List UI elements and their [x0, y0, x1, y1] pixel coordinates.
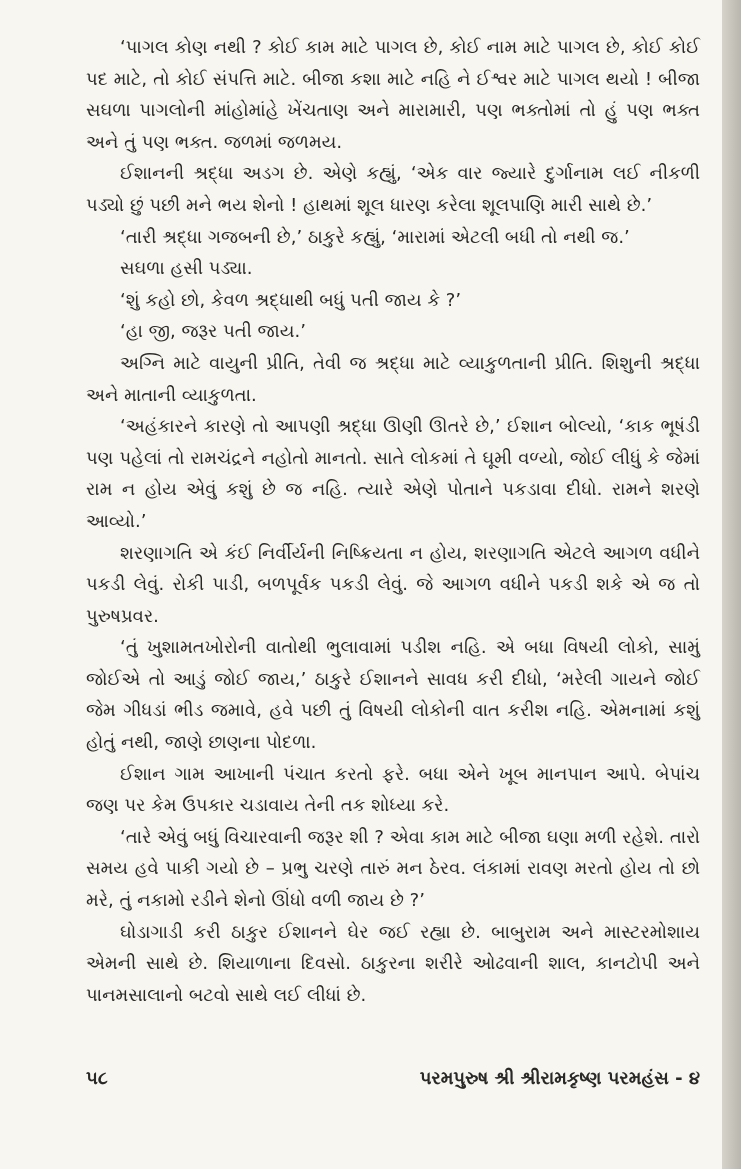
page-edge-shadow [722, 0, 741, 1169]
paragraph: શરણાગતિ એ કંઈ નિર્વીર્યની નિષ્ક્રિયતા ન હોય, શરણાગતિ એટલે આગળ વધીને પકડી લેવું. રોકી પાડી, બળપૂર્વક પકડી લેવું. જે આગળ વધીને પકડી શકે એ જ તો પુરુષપ્રવર. [86, 542, 700, 627]
paragraph: ‘પાગલ કોણ નથી ? કોઈ કામ માટે પાગલ છે, કોઈ નામ માટે પાગલ છે, કોઈ કોઈ પદ માટે, તો કોઈ સંપત્તિ માટે. બીજા કશા માટે નહિ ને ઈશ્વર માટે પાગલ થયો ! બીજા સઘળા પાગલોની માંહોમાંહે ખેંચતાણ અને મારામારી, પણ ભક્તોમાં તો હું પણ ભક્ત અને તું પણ ભક્ત. જળમાં જળમય. [86, 37, 700, 153]
paragraph: ‘તારી શ્રદ્ધા ગજબની છે,’ ઠાકુરે કહ્યું, ‘મારામાં એટલી બધી તો નથી જ.’ [120, 226, 630, 248]
page-number: ૫૮ [86, 1068, 108, 1089]
page-body-text [86, 32, 700, 1011]
paragraph: ઘોડાગાડી કરી ઠાકુર ઈશાનને ઘેર જઈ રહ્યા છે. બાબુરામ અને માસ્ટરમોશાય એમની સાથે છે. શિયાળાના દિવસો. ઠાકુરના શરીરે ઓઢવાની શાલ, કાનટોપી અને પાનમસાલાનો બટવો સાથે લઈ લીધાં છે. [86, 921, 700, 1006]
paragraph: ‘અહંકારને કારણે તો આપણી શ્રદ્ધા ઊણી ઊતરે છે,’ ઈશાન બોલ્યો, ‘કાક ભૂષંડી પણ પહેલાં તો રામચંદ્રને નહોતો માનતો. સાતે લોકમાં તે ઘૂમી વળ્યો, જોઈ લીધું કે જેમાં રામ ન હોય એવું કશું છે જ નહિ. ત્યારે એણે પોતાને પકડાવા દીધો. રામને શરણે આવ્યો.’ [86, 416, 700, 532]
paragraph: ‘તું ખુશામતખોરોની વાતોથી ભુલાવામાં પડીશ નહિ. એ બધા વિષયી લોકો, સામું જોઈએ તો આડું જોઈ જાય,’ ઠાકુરે ઈશાનને સાવધ કરી દીધો, ‘મરેલી ગાયને જોઈ જેમ ગીધડાં ભીડ જમાવે, હવે પછી તું વિષયી લોકોની વાત કરીશ નહિ. એમનામાં કશું હોતું નથી, જાણે છાણના પોદળા. [86, 637, 700, 754]
paragraph: સઘળા હસી પડ્યા. [120, 258, 253, 280]
paragraph: ‘શું કહો છો, કેવળ શ્રદ્ધાથી બધું પતી જાય કે ?’ [120, 289, 462, 311]
running-footer-title: પરમપુરુષ શ્રી શ્રીરામકૃષ્ણ પરમહંસ - ૪ [419, 1068, 700, 1089]
paragraph: ‘હા જી, જરૂર પતી જાય.’ [120, 321, 306, 343]
paragraph: ‘તારે એવું બધું વિચારવાની જરૂર શી ? એવા કામ માટે બીજા ઘણા મળી રહેશે. તારો સમય હવે પાકી ગયો છે – પ્રભુ ચરણે તારું મન ઠેરવ. લંકામાં રાવણ મરતો હોય તો છો મરે, તું નકામો રડીને શેનો ઊંધો વળી જાય છે ?’ [86, 826, 700, 912]
paragraph: અગ્નિ માટે વાયુની પ્રીતિ, તેવી જ શ્રદ્ધા માટે વ્યાકુળતાની પ્રીતિ. શિશુની શ્રદ્ધા અને માતાની વ્યાકુળતા. [86, 352, 700, 406]
paragraph: ઈશાનની શ્રદ્ધા અડગ છે. એણે કહ્યું, ‘એક વાર જ્યારે દુર્ગાનામ લઈ નીકળી પડ્યો છું પછી મને ભય શેનો ! હાથમાં શૂલ ધારણ કરેલા શૂલપાણિ મારી સાથે છે.’ [86, 163, 700, 216]
paragraph: ઈશાન ગામ આખાની પંચાત કરતો ફરે. બધા એને ખૂબ માનપાન આપે. બેપાંચ જણ પર કેમ ઉપકાર ચડાવાય તેની તક શોધ્યા કરે. [86, 763, 700, 817]
